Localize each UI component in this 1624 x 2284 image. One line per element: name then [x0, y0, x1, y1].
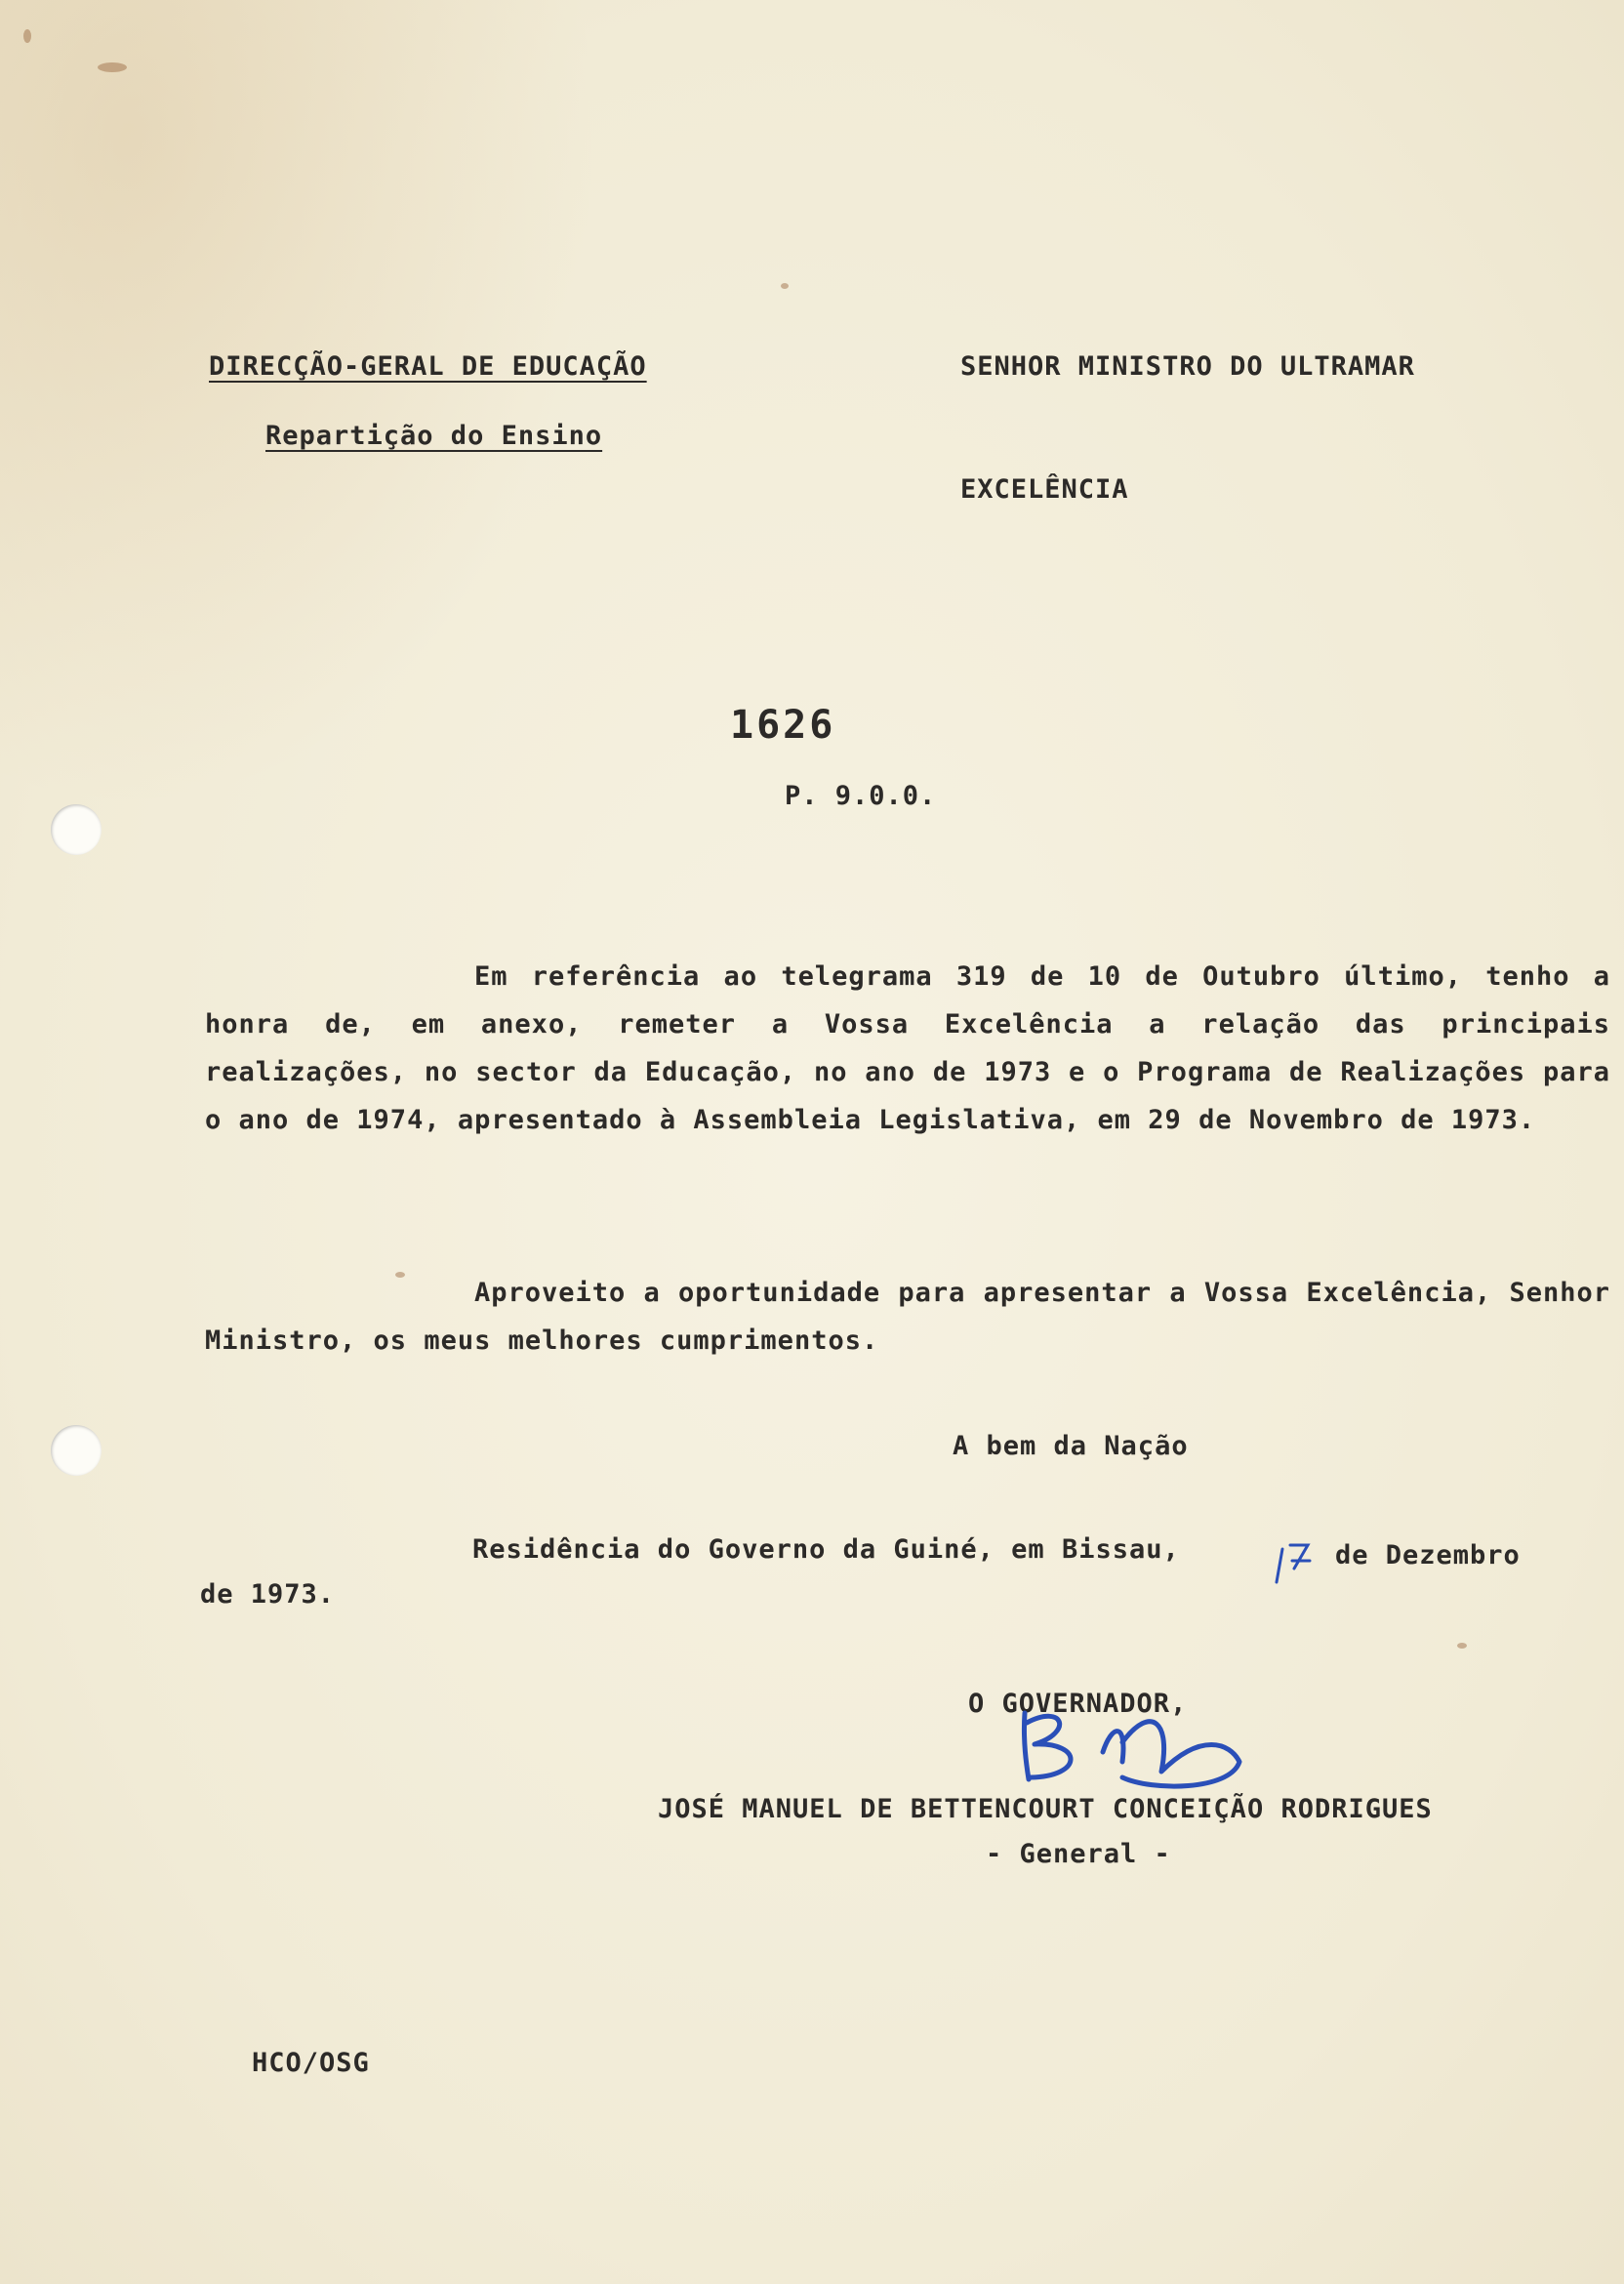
salutation: EXCELÊNCIA	[960, 474, 1129, 505]
section-heading: Repartição do Ensino	[265, 421, 603, 451]
place-date-line-1: Residência do Governo da Guiné, em Bissau,	[472, 1534, 1180, 1565]
signatory-name: JOSÉ MANUEL DE BETTENCOURT CONCEIÇÃO RODRIGUES	[658, 1794, 1433, 1824]
process-reference: P. 9.0.0.	[785, 781, 937, 811]
paper-stain	[23, 29, 31, 43]
punch-hole-bottom	[51, 1425, 102, 1476]
paper-stain	[1457, 1643, 1467, 1649]
department-heading: DIRECÇÃO-GERAL DE EDUCAÇÃO	[209, 351, 647, 382]
document-number: 1626	[730, 703, 836, 748]
addressee: SENHOR MINISTRO DO ULTRAMAR	[960, 351, 1415, 382]
signatory-rank: - General -	[986, 1839, 1171, 1869]
body-paragraph-2: Aproveito a oportunidade para apresentar a Vossa Excelência, Senhor Ministro, os meus melhores cumprimentos.	[205, 1278, 1610, 1356]
signatory-title: O GOVERNADOR,	[968, 1689, 1188, 1719]
place-date-line-2: de 1973.	[200, 1579, 336, 1610]
body-paragraph-1: Em referência ao telegrama 319 de 10 de Outubro último, tenho a honra de, em anexo, remeter a Vossa Excelência a relação das principais realizações, no sector da Educação, no ano de 1973 e o Programa de Realizações para o ano de 1974, apresentado à Assembleia Legislativa, em 29 de Novembro de 1973.	[205, 961, 1610, 1135]
reference-initials: HCO/OSG	[252, 2048, 370, 2078]
closing-motto: A bem da Nação	[953, 1431, 1189, 1461]
handwritten-day	[1269, 1539, 1316, 1588]
paper-stain	[98, 62, 127, 72]
handwritten-signature	[1005, 1684, 1259, 1801]
paper-stain	[781, 283, 789, 289]
place-date-line-1-end: de Dezembro	[1335, 1540, 1521, 1570]
punch-hole-top	[51, 804, 102, 855]
